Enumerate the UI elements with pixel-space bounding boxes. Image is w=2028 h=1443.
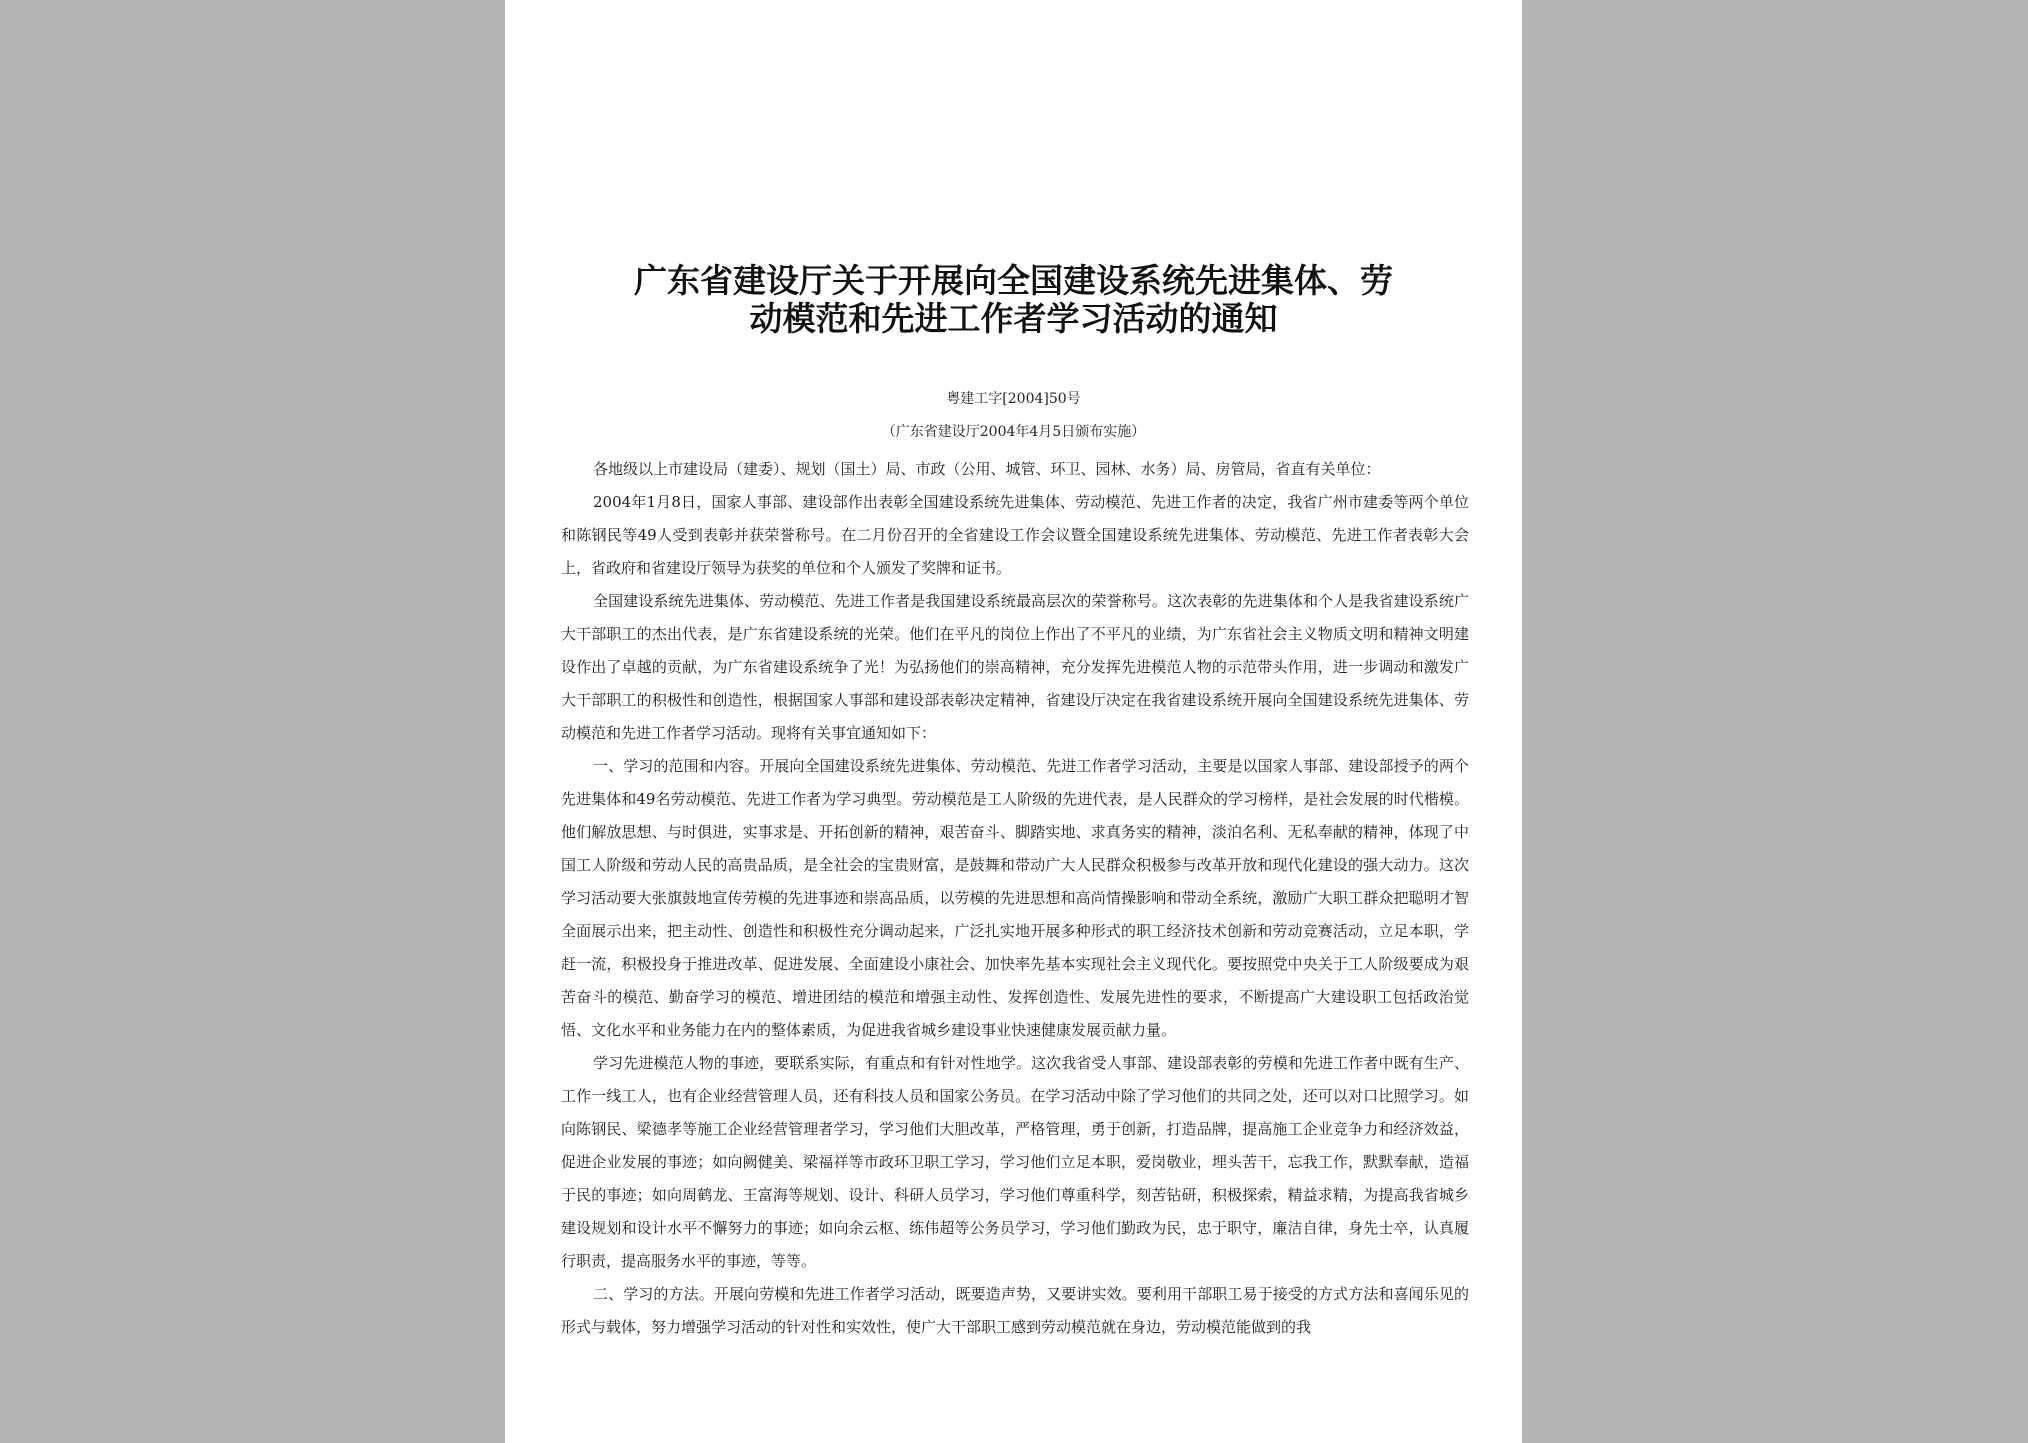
title-line-1: 广东省建设厅关于开展向全国建设系统先进集体、劳	[634, 261, 1393, 300]
body-paragraph: 全国建设系统先进集体、劳动模范、先进工作者是我国建设系统最高层次的荣誉称号。这次表彰的先进集体和个人是我省建设系统广大干部职工的杰出代表，是广东省建设系统的光荣。他们在平凡的岗位上作出了不平凡的业绩，为广东省社会主义物质文明和精神文明建设作出了卓越的贡献，为广东省建设系统争了光！为弘扬他们的崇高精神，充分发挥先进模范人物的示范带头作用，进一步调动和激发广大干部职工的积极性和创造性，根据国家人事部和建设部表彰决定精神，省建设厅决定在我省建设系统开展向全国建设系统先进集体、劳动模范和先进工作者学习活动。现将有关事宜通知如下：	[561, 592, 1469, 742]
salutation-paragraph: 各地级以上市建设局（建委）、规划（国土）局、市政（公用、城管、环卫、园林、水务）局、房管局，省直有关单位：	[593, 460, 1381, 478]
document-page	[505, 0, 1522, 1443]
body-paragraph: 学习先进模范人物的事迹，要联系实际，有重点和有针对性地学。这次我省受人事部、建设部表彰的劳模和先进工作者中既有生产、工作一线工人，也有企业经营管理人员，还有科技人员和国家公务员。在学习活动中除了学习他们的共同之处，还可以对口比照学习。如向陈钢民、梁德孝等施工企业经营管理者学习，学习他们大胆改革，严格管理，勇于创新，打造品牌，提高施工企业竞争力和经济效益，促进企业发展的事迹；如向阙健美、梁福祥等市政环卫职工学习，学习他们立足本职，爱岗敬业，埋头苦干，忘我工作，默默奉献，造福于民的事迹；如向周鹤龙、王富海等规划、设计、科研人员学习，学习他们尊重科学，刻苦钻研，积极探索，精益求精，为提高我省城乡建设规划和设计水平不懈努力的事迹；如向余云枢、练伟超等公务员学习，学习他们勤政为民，忠于职守，廉洁自律，身先士卒，认真履行职责，提高服务水平的事迹，等等。	[561, 1054, 1469, 1270]
document-body	[561, 453, 1469, 1344]
body-paragraph: 一、学习的范围和内容。开展向全国建设系统先进集体、劳动模范、先进工作者学习活动，主要是以国家人事部、建设部授予的两个先进集体和49名劳动模范、先进工作者为学习典型。劳动模范是工人阶级的先进代表，是人民群众的学习榜样，是社会发展的时代楷模。他们解放思想、与时俱进，实事求是、开拓创新的精神，艰苦奋斗、脚踏实地、求真务实的精神，淡泊名利、无私奉献的精神，体现了中国工人阶级和劳动人民的高贵品质，是全社会的宝贵财富，是鼓舞和带动广大人民群众积极参与改革开放和现代化建设的强大动力。这次学习活动要大张旗鼓地宣传劳模的先进事迹和崇高品质，以劳模的先进思想和高尚情操影响和带动全系统，激励广大职工群众把聪明才智全面展示出来，把主动性、创造性和积极性充分调动起来，广泛扎实地开展多种形式的职工经济技术创新和劳动竞赛活动，立足本职，学赶一流，积极投身于推进改革、促进发展、全面建设小康社会、加快率先基本实现社会主义现代化。要按照党中央关于工人阶级要成为艰苦奋斗的模范、勤奋学习的模范、增进团结的模范和增强主动性、发挥创造性、发展先进性的要求，不断提高广大建设职工包括政治觉悟、文化水平和业务能力在内的整体素质，为促进我省城乡建设事业快速健康发展贡献力量。	[561, 757, 1469, 1039]
document-title	[505, 262, 1522, 338]
document-number: 粤建工字[2004]50号	[946, 391, 1081, 407]
body-paragraph: 二、学习的方法。开展向劳模和先进工作者学习活动，既要造声势，又要讲实效。要利用干部职工易于接受的方式方法和喜闻乐见的形式与载体，努力增强学习活动的针对性和实效性，使广大干部职工感到劳动模范就在身边，劳动模范能做到的我	[561, 1285, 1469, 1336]
title-line-2: 动模范和先进工作者学习活动的通知	[749, 299, 1278, 338]
issued-note: （广东省建设厅2004年4月5日颁布实施）	[881, 424, 1146, 440]
body-paragraph: 2004年1月8日，国家人事部、建设部作出表彰全国建设系统先进集体、劳动模范、先进工作者的决定，我省广州市建委等两个单位和陈钢民等49人受到表彰并获荣誉称号。在二月份召开的全省建设工作会议暨全国建设系统先进集体、劳动模范、先进工作者表彰大会上，省政府和省建设厅领导为获奖的单位和个人颁发了奖牌和证书。	[561, 493, 1469, 577]
